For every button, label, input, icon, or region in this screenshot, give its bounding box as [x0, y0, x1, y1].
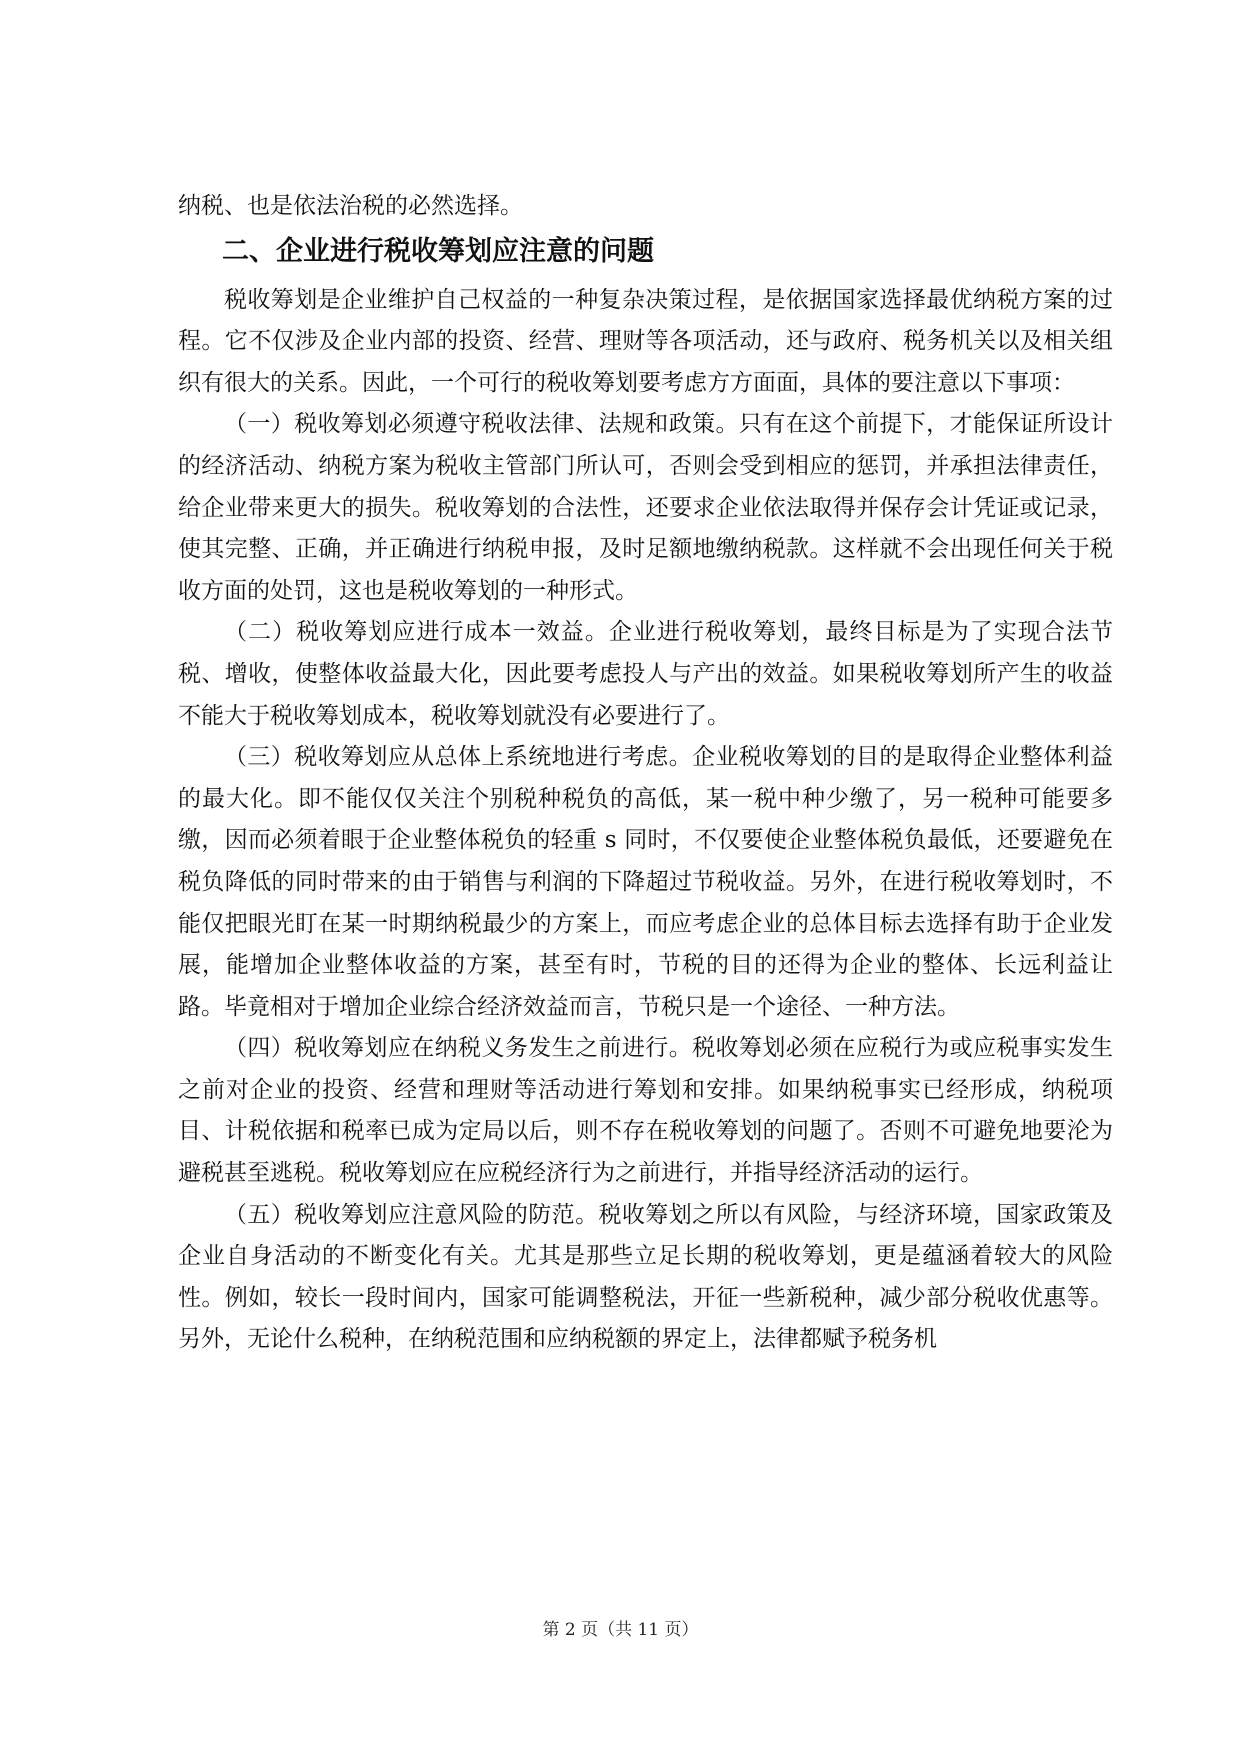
section-heading: 二、企业进行税收筹划应注意的问题	[222, 235, 654, 267]
item-paragraph-2: （二）税收筹划应进行成本一效益。企业进行税收筹划，最终目标是为了实现合法节税、增收，使整体收益最大化，因此要考虑投人与产出的效益。如果税收筹划所产生的收益不能大于税收筹划成本，税收筹划就没有必要进行了。	[178, 619, 1113, 729]
item-paragraph-5: （五）税收筹划应注意风险的防范。税收筹划之所以有风险，与经济环境，国家政策及企业自身活动的不断变化有关。尤其是那些立足长期的税收筹划，更是蕴涵着较大的风险性。例如，较长一段时间内，国家可能调整税法，开征一些新税种，减少部分税收优惠等。另外，无论什么税种，在纳税范围和应纳税额的界定上，法律都赋予税务机	[178, 1201, 1113, 1353]
item-paragraph-3: （三）税收筹划应从总体上系统地进行考虑。企业税收筹划的目的是取得企业整体利益的最大化。即不能仅仅关注个别税种税负的高低，某一税中种少缴了，另一税种可能要多缴，因而必须着眼于企业整体税负的轻重 s 同时，不仅要使企业整体税负最低，还要避免在税负降低的同时带来的由于销售与利润的下降超过节税收益。另外，在进行税收筹划时，不能仅把眼光盯在某一时期纳税最少的方案上，而应考虑企业的总体目标去选择有助于企业发展，能增加企业整体收益的方案，甚至有时，节税的目的还得为企业的整体、长远利益让路。毕竟相对于增加企业综合经济效益而言，节税只是一个途径、一种方法。	[178, 744, 1113, 1020]
page-footer: 第 2 页（共 11 页）	[542, 1620, 699, 1640]
page-body	[178, 186, 1113, 1361]
item-paragraph-1: （一）税收筹划必须遵守税收法律、法规和政策。只有在这个前提下，才能保证所设计的经济活动、纳税方案为税收主管部门所认可，否则会受到相应的惩罚，并承担法律责任，给企业带来更大的损失。税收筹划的合法性，还要求企业依法取得并保存会计凭证或记录，使其完整、正确，并正确进行纳税申报，及时足额地缴纳税款。这样就不会出现任何关于税收方面的处罚，这也是税收筹划的一种形式。	[178, 411, 1113, 604]
continuation-paragraph: 纳税、也是依法治税的必然选择。	[178, 193, 523, 219]
item-paragraph-4: （四）税收筹划应在纳税义务发生之前进行。税收筹划必须在应税行为或应税事实发生之前对企业的投资、经营和理财等活动进行筹划和安排。如果纳税事实已经形成，纳税项目、计税依据和税率已成为定局以后，则不存在税收筹划的问题了。否则不可避免地要沦为避税甚至逃税。税收筹划应在应税经济行为之前进行，并指导经济活动的运行。	[178, 1035, 1113, 1187]
intro-paragraph: 税收筹划是企业维护自己权益的一种复杂决策过程，是依据国家选择最优纳税方案的过程。它不仅涉及企业内部的投资、经营、理财等各项活动，还与政府、税务机关以及相关组织有很大的关系。因此，一个可行的税收筹划要考虑方方面面，具体的要注意以下事项：	[178, 286, 1113, 396]
